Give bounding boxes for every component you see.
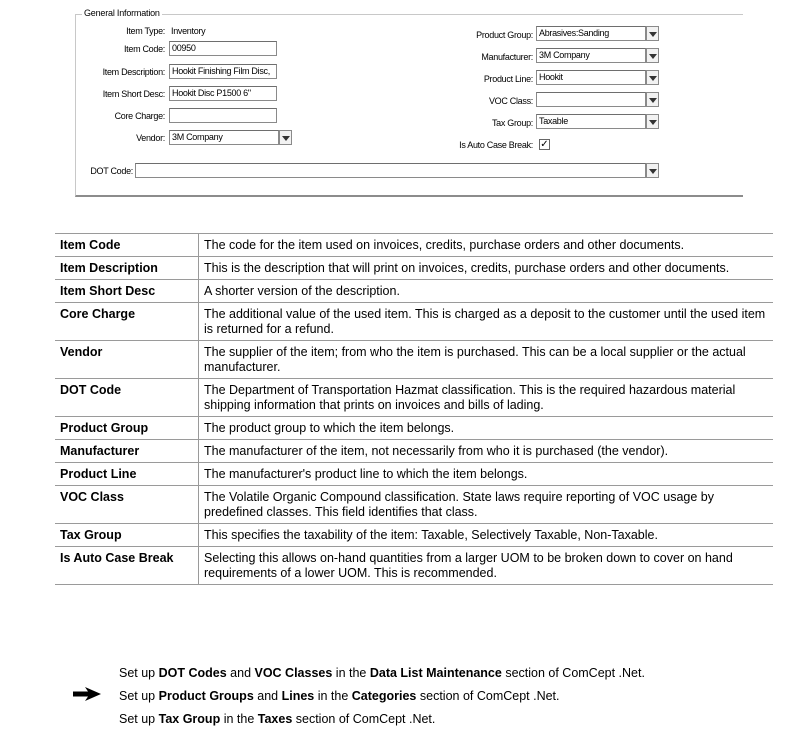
item-type-label: Item Type: [126, 26, 165, 36]
core-charge-input[interactable] [169, 108, 277, 123]
table-row [55, 234, 773, 257]
definition-description: This specifies the taxability of the item: Taxable, Selectively Taxable, Non-Taxable. [199, 524, 774, 547]
product-group-select[interactable]: Abrasives:Sanding [536, 26, 646, 41]
definition-description: The Volatile Organic Compound classification. State laws require reporting of VOC usage by predefined classes. This field identifies that class. [199, 486, 774, 524]
definition-term: Item Short Desc [55, 280, 199, 303]
tax-group-label: Tax Group: [491, 118, 533, 128]
vendor-select[interactable]: 3M Company [169, 130, 279, 145]
auto-case-break-label: Is Auto Case Break: [459, 140, 533, 150]
definition-term: DOT Code [55, 379, 199, 417]
definition-term: Core Charge [55, 303, 199, 341]
table-row [55, 524, 773, 547]
voc-class-label: VOC Class: [488, 96, 533, 106]
definition-term: Item Description [55, 257, 199, 280]
item-short-desc-label: Item Short Desc: [102, 89, 165, 99]
table-row [55, 463, 773, 486]
table-row [55, 303, 773, 341]
definition-description: The manufacturer of the item, not necessarily from who it is purchased (the vendor). [199, 440, 774, 463]
product-line-select[interactable]: Hookit [536, 70, 646, 85]
product-line-dropdown-icon[interactable] [646, 70, 659, 85]
table-row [55, 280, 773, 303]
definition-description: Selecting this allows on-hand quantities from a larger UOM to be broken down to cover on hand requirements of a lower UOM. This is recommended. [199, 547, 774, 585]
definition-term: Product Line [55, 463, 199, 486]
manufacturer-label: Manufacturer: [481, 52, 533, 62]
voc-class-dropdown-icon[interactable] [646, 92, 659, 107]
tax-group-select[interactable]: Taxable [536, 114, 646, 129]
definition-description: A shorter version of the description. [199, 280, 774, 303]
vendor-label: Vendor: [136, 133, 165, 143]
dot-code-dropdown-icon[interactable] [646, 163, 659, 178]
dot-code-label: DOT Code: [90, 166, 133, 176]
voc-class-select[interactable] [536, 92, 646, 107]
manufacturer-dropdown-icon[interactable] [646, 48, 659, 63]
manufacturer-select[interactable]: 3M Company [536, 48, 646, 63]
core-charge-label: Core Charge: [114, 111, 165, 121]
definition-term: Is Auto Case Break [55, 547, 199, 585]
definition-description: The Department of Transportation Hazmat classification. This is the required hazardous material shipping information that prints on invoices and bills of lading. [199, 379, 774, 417]
table-row [55, 440, 773, 463]
note-line-dot-voc: Set up DOT Codes and VOC Classes in the Data List Maintenance section of ComCept .Net. [119, 666, 645, 680]
product-line-label: Product Line: [483, 74, 533, 84]
item-code-input[interactable]: 00950 [169, 41, 277, 56]
right-arrow-icon [72, 686, 104, 702]
table-row [55, 341, 773, 379]
product-group-dropdown-icon[interactable] [646, 26, 659, 41]
definition-term: Item Code [55, 234, 199, 257]
item-type-value: Inventory [171, 26, 206, 36]
definition-term: Product Group [55, 417, 199, 440]
definition-term: VOC Class [55, 486, 199, 524]
general-information-legend: General Information [84, 8, 160, 18]
setup-notes [119, 662, 645, 731]
definition-description: The product group to which the item belongs. [199, 417, 774, 440]
definition-description: The supplier of the item; from who the item is purchased. This can be a local supplier or the actual manufacturer. [199, 341, 774, 379]
field-definitions-table [55, 233, 773, 585]
definition-term: Manufacturer [55, 440, 199, 463]
note-line-product-groups: Set up Product Groups and Lines in the Categories section of ComCept .Net. [119, 689, 560, 703]
note-line-tax-group: Set up Tax Group in the Taxes section of ComCept .Net. [119, 712, 436, 726]
table-row [55, 547, 773, 585]
definition-description: The code for the item used on invoices, credits, purchase orders and other documents. [199, 234, 774, 257]
definition-term: Tax Group [55, 524, 199, 547]
item-short-desc-input[interactable]: Hookit Disc P1500 6" [169, 86, 277, 101]
product-group-label: Product Group: [476, 30, 533, 40]
definition-description: The additional value of the used item. This is charged as a deposit to the customer until the used item is returned for a refund. [199, 303, 774, 341]
table-row [55, 417, 773, 440]
table-row [55, 379, 773, 417]
tax-group-dropdown-icon[interactable] [646, 114, 659, 129]
definition-description: The manufacturer's product line to which the item belongs. [199, 463, 774, 486]
definition-description: This is the description that will print on invoices, credits, purchase orders and other documents. [199, 257, 774, 280]
item-description-label: Item Description: [102, 67, 165, 77]
table-row [55, 257, 773, 280]
vendor-dropdown-icon[interactable] [279, 130, 292, 145]
definition-term: Vendor [55, 341, 199, 379]
auto-case-break-checkbox[interactable]: ✓ [540, 139, 549, 150]
table-row [55, 486, 773, 524]
dot-code-select[interactable] [135, 163, 646, 178]
item-description-input[interactable]: Hookit Finishing Film Disc, [169, 64, 277, 79]
item-code-label: Item Code: [123, 44, 165, 54]
